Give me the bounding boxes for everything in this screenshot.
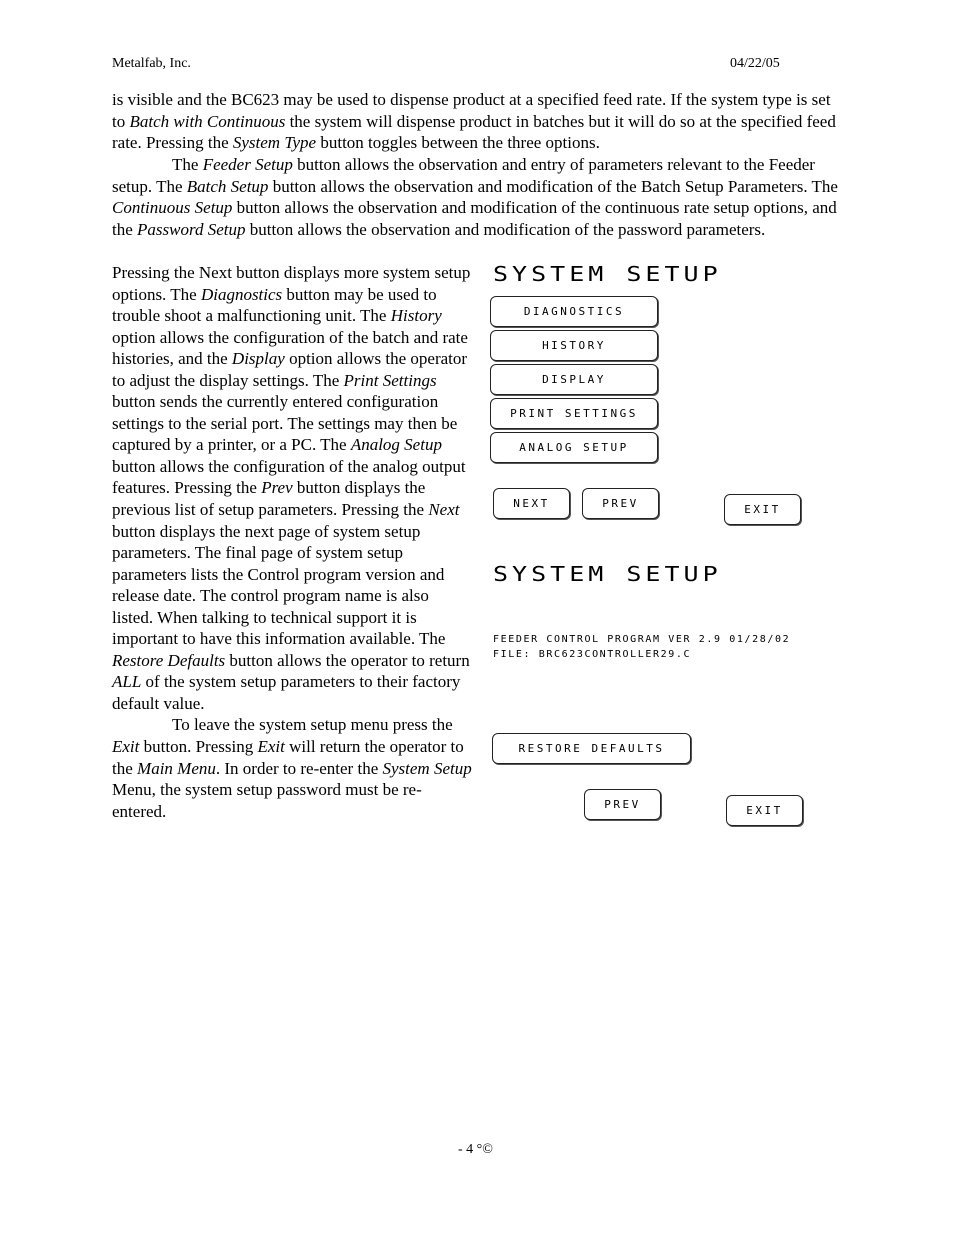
text-run: button allows the observation and modification of the Batch Setup Parameters. The [268, 176, 838, 196]
left-column-text [112, 262, 472, 822]
text-run: is visible and the BC623 may be used to dispense product at a specified feed rate. If the system type is set to [112, 90, 831, 131]
page-number: - 4 °© [458, 1142, 493, 1157]
program-version-text: FEEDER CONTROL PROGRAM VER 2.9 01/28/02 [493, 634, 791, 645]
text-run: The [172, 155, 203, 174]
text-run: button allows the observation and entry of parameters relevant to the Feeder setup. The [112, 155, 815, 196]
program-file-text: FILE: BRC623CONTROLLER29.C [493, 649, 692, 660]
emphasis: Restore Defaults [112, 650, 226, 670]
text-run: Menu, the system setup password must be re-entered. [112, 780, 422, 821]
paragraph-next-options [112, 262, 472, 714]
emphasis: History [390, 306, 442, 326]
text-run: button displays the previous list of setup parameters. Pressing the [112, 478, 429, 520]
emphasis: System Setup [382, 758, 472, 778]
emphasis: Feeder Setup [202, 155, 293, 174]
restore-defaults-button[interactable]: RESTORE DEFAULTS [492, 733, 691, 764]
print-settings-button[interactable]: PRINT SETTINGS [490, 398, 658, 429]
text-run: button allows the observation and modification of the continuous rate setup options, and the [112, 198, 837, 239]
emphasis: System Type [232, 133, 317, 153]
exit-button[interactable]: EXIT [724, 494, 801, 525]
analog-setup-button[interactable]: ANALOG SETUP [490, 432, 658, 463]
emphasis: Batch Setup [186, 176, 269, 196]
emphasis: ALL [112, 672, 142, 692]
emphasis: Diagnostics [200, 284, 283, 304]
text-run: button allows the observation and modification of the password parameters. [245, 219, 766, 239]
history-button[interactable]: HISTORY [490, 330, 658, 361]
text-run: will return the operator to the [112, 737, 464, 778]
text-run: option allows the configuration of the batch and rate histories, and the [112, 327, 468, 369]
text-run: of the system setup parameters to their factory default value. [112, 672, 461, 713]
text-run: button sends the currently entered configuration settings to the serial port. The settings may then be captured by a printer, or a PC. The [112, 392, 458, 455]
header-date: 04/22/05 [730, 56, 780, 71]
screen2-title: SYSTEM SETUP [493, 562, 722, 586]
diagnostics-button[interactable]: DIAGNOSTICS [490, 296, 658, 327]
exit-button-2[interactable]: EXIT [726, 795, 803, 826]
emphasis: Display [231, 349, 285, 369]
text-run: button toggles between the three options. [316, 133, 600, 153]
text-run: button. Pressing [139, 737, 258, 757]
emphasis: Print Settings [343, 370, 437, 390]
text-run: button allows the operator to return [225, 650, 470, 670]
paragraph-setup-buttons [112, 154, 842, 240]
text-run: the system will dispense product in batches but it will do so at the specified feed rate. Pressing the [112, 111, 836, 153]
screen1-title: SYSTEM SETUP [493, 262, 722, 286]
prev-button-2[interactable]: PREV [584, 789, 661, 820]
emphasis: Exit [257, 737, 285, 757]
paragraph-exit [112, 714, 472, 822]
emphasis: Password Setup [137, 219, 246, 239]
text-run: To leave the system setup menu press the [172, 715, 453, 735]
text-run: option allows the operator to adjust the display settings. The [112, 349, 468, 390]
text-run: . In order to re-enter the [215, 758, 383, 778]
header-company: Metalfab, Inc. [112, 56, 191, 71]
emphasis: Exit [112, 737, 140, 757]
text-run: button may be used to trouble shoot a malfunctioning unit. The [112, 284, 437, 326]
emphasis: Next [428, 500, 460, 520]
next-button[interactable]: NEXT [493, 488, 570, 519]
emphasis: Batch with Continuous [129, 111, 286, 131]
text-run: button allows the configuration of the analog output features. Pressing the [112, 456, 466, 498]
display-button[interactable]: DISPLAY [490, 364, 658, 395]
emphasis: Analog Setup [350, 435, 442, 455]
prev-button[interactable]: PREV [582, 488, 659, 519]
text-run: Pressing the Next button displays more system setup options. The [112, 263, 471, 304]
text-run: button displays the next page of system setup parameters. The final page of system setup parameters lists the Control program version and release date. The control program name is also listed. When talking to technical support it is important to have this information available. The [112, 521, 446, 649]
emphasis: Prev [261, 478, 293, 498]
emphasis: Main Menu [137, 758, 216, 778]
paragraph-system-type [112, 89, 842, 154]
emphasis: Continuous Setup [112, 198, 233, 218]
